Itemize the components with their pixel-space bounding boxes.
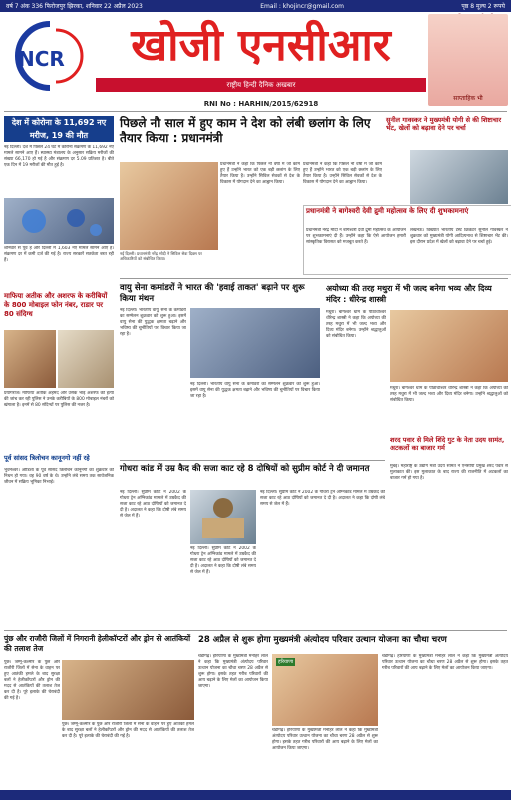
- price-info: पृष्ठ 8 मूल्य 2 रूपये: [461, 3, 505, 10]
- mahotsav-headline[interactable]: प्रधानमंत्री ने बागेश्वरी देवी द्रुमी महोत्सव के लिए दी शुभकामनाएं: [306, 207, 469, 215]
- top-info-bar: [0, 0, 511, 12]
- divider: [120, 278, 508, 279]
- airforce-headline[interactable]: वायु सेना कमांडरों ने भारत की 'हवाई ताकत' बढ़ाने पर शुरू किया मंथन: [120, 283, 305, 304]
- godhra-body-3: नई दिल्ली। सुप्रीम कोर्ट ने 2002 के गोधरा ट्रेन अग्निकांड मामले में उम्रकैद की सजा काट रहे आठ दोषियों को जमानत दे दी है। अदालत ने कहा कि दोषी लंबे समय से जेल में हैं।: [260, 490, 385, 507]
- airforce-body-2: नई दिल्ली। भारतीय वायु सेना के कमांडरों का सम्मेलन शुक्रवार को शुरू हुआ। इसमें वायु सेना की युद्धक क्षमता बढ़ाने और भविष्य की चुनौतियों पर विचार किया जा रहा है।: [190, 382, 320, 399]
- divider: [120, 460, 385, 461]
- issue-info: वर्ष 7 अंक 336 फिरोजपुर झिरका, शनिवार 22 अप्रैल 2023: [6, 3, 143, 10]
- poonch-photo: [62, 660, 194, 720]
- godhra-headline[interactable]: गोधरा कांड में उम्र कैद की सजा काट रहे 8 दोषियों को सुप्रीम कोर्ट ने दी जमानत: [120, 464, 370, 474]
- trilochan-body: भुवनेश्वर। ओडिशा के पूर्व सांसद त्रिलोचन कानूनगो का शुक्रवार को निधन हो गया। वह 90 वर्ष के थे। उन्होंने लंबे समय तक सार्वजनिक जीवन में सक्रिय भूमिका निभाई।: [4, 468, 114, 485]
- modi-photo: [120, 162, 218, 250]
- corona-body: नई दिल्ली। देश में पिछले 24 घंटे में कोरोना संक्रमण के 11,692 नए मामले सामने आए हैं। स्वास्थ्य मंत्रालय के अनुसार सक्रिय मरीजों की संख्या 66,170 हो गई है और संक्रमण दर 5.09 प्रतिशत है। बीते एक दिन में 19 मरीजों की मौत हुई है।: [4, 145, 114, 168]
- email-link[interactable]: Email : khojincr@gmail.com: [260, 2, 344, 10]
- virus-icon: [4, 198, 114, 244]
- tagline-band: राष्ट्रीय हिन्दी दैनिक अखबार: [96, 78, 426, 92]
- mafia-body: प्रयागराज। माफिया अतीक अहमद और उसके भाई अशरफ की हत्या की जांच कर रही पुलिस ने उनके करीबियों के 800 मोबाइल नंबरों को खंगाला है। इनमें से 80 संदिग्धों पर पुलिस की नजर है।: [4, 391, 114, 408]
- sunil-body: लखनऊ। विख्यात भारतीय टेस्ट क्रिकेटर सुनील गावस्कर ने शुक्रवार को मुख्यमंत्री योगी आदित्यनाथ से शिष्टाचार भेंट की। इस दौरान प्रदेश में खेलों को बढ़ावा देने पर चर्चा हुई।: [410, 228, 508, 245]
- yojana-caption: हरियाणा: [278, 659, 294, 665]
- ashraf-photo: [58, 330, 114, 388]
- modi-caption: नई दिल्ली। प्रधानमंत्री नरेंद्र मोदी ने सिविल सेवा दिवस पर अधिकारियों को संबोधित किया।: [120, 251, 202, 261]
- divider: [4, 630, 507, 631]
- corona-headline[interactable]: देश में कोरोना के 11,692 नए मरीज, 19 की मौत: [4, 116, 114, 142]
- sunil-headline[interactable]: सुनील गावस्कर ने मुख्यमंत्री योगी से की शिष्टाचार भेंट, खेलों को बढ़ावा देने पर चर्चा: [386, 116, 502, 132]
- corona-body-2: शनिवार से पूर्व हैं और दिल्ली में 1,603 नए मामले सामने आए हैं। संक्रमण दर में कमी दर्ज की गई है। राज्य सरकारें सतर्कता बरत रही हैं।: [4, 246, 114, 263]
- modi-body-2: प्रधानमंत्री ने कहा कि पिछले नौ वर्षों में जो काम हुए हैं उन्होंने भारत को एक बड़ी छलांग के लिए तैयार किया है। उन्होंने सिविल सेवकों से देश के विकास में योगदान देने का आह्वान किया।: [303, 162, 382, 185]
- yojana-headline[interactable]: 28 अप्रैल से शुरू होगा मुख्यमंत्री अंत्योदय परिवार उत्थान योजना का चौथा चरण: [198, 635, 447, 645]
- modi-body: प्रधानमंत्री ने कहा कि पिछले नौ वर्षों में जो काम हुए हैं उन्होंने भारत को एक बड़ी छलांग के लिए तैयार किया है। उन्होंने सिविल सेवकों से देश के विकास में योगदान देने का आह्वान किया।: [220, 162, 300, 185]
- yojana-body-3: चंडीगढ़। हरियाणा के मुख्यमंत्री मनोहर लाल ने कहा कि मुख्यमंत्री अंत्योदय परिवार उत्थान योजना का चौथा चरण 28 अप्रैल से शुरू होगा। इसके तहत गरीब परिवारों की आय बढ़ाने के लिए मेलों का आयोजन किया जाएगा।: [382, 654, 508, 671]
- airforce-meeting-photo: [190, 308, 320, 378]
- ayodhya-body: मथुरा। बागेश्वर धाम के पीठाधीश्वर धीरेन्द्र शास्त्री ने कहा कि अयोध्या की तरह मथुरा में भी जल्द भव्य और दिव्य मंदिर बनेगा। उन्होंने श्रद्धालुओं को संबोधित किया।: [326, 310, 386, 339]
- footer-bar: [0, 790, 511, 800]
- ad-portrait: [428, 14, 508, 106]
- airforce-body: नई दिल्ली। भारतीय वायु सेना के कमांडरों का सम्मेलन शुक्रवार को शुरू हुआ। इसमें वायु सेना की युद्धक क्षमता बढ़ाने और भविष्य की चुनौतियों पर विचार किया जा रहा है।: [120, 308, 186, 337]
- court-icon: [190, 490, 256, 544]
- modi-headline[interactable]: पिछले नौ साल में हुए काम ने देश को लंबी छलांग के लिए तैयार किया : प्रधानमंत्री: [120, 116, 371, 145]
- godhra-body-2: नई दिल्ली। सुप्रीम कोर्ट ने 2002 के गोधरा ट्रेन अग्निकांड मामले में उम्रकैद की सजा काट रहे आठ दोषियों को जमानत दे दी है। अदालत ने कहा कि दोषी लंबे समय से जेल में हैं।: [190, 546, 256, 575]
- mahotsav-body: प्रधानमंत्री नरेंद्र मोदी ने बागेश्वरी देवी द्रुमी महोत्सव के आयोजन पर शुभकामनाएं दी हैं। उन्होंने कहा कि ऐसे आयोजन हमारी सांस्कृतिक विरासत को मजबूत करते हैं।: [306, 228, 406, 245]
- mafia-headline[interactable]: माफिया अतीक और अशरफ के करीबियों के 800 मोबाइल फोन नंबर, राडार पर 80 संदिग्ध: [4, 292, 108, 318]
- newspaper-title: खोजी एनसीआर: [131, 20, 391, 71]
- sharad-body: मुंबई। महाराष्ट्र के उद्योग मंत्री उदय सामंत ने एनसीपी प्रमुख शरद पवार से मुलाकात की। इस मुलाकात के बाद राज्य की राजनीति में अटकलों का बाजार गर्म हो गया है।: [390, 464, 508, 481]
- shastri-photo: [390, 310, 508, 382]
- logo-text: NCR: [18, 47, 65, 71]
- trilochan-headline[interactable]: पूर्व सांसद त्रिलोचन कानूनगो नहीं रहे: [4, 454, 90, 462]
- ayodhya-headline[interactable]: अयोध्या की तरह मथुरा में भी जल्द बनेगा भव्य और दिव्य मंदिर : धीरेन्द्र शास्त्री: [326, 284, 492, 304]
- poonch-body-2: पुंछ। जम्मू-कश्मीर के पुंछ और राजौरी जिलों में सेना के वाहन पर हुए आतंकी हमले के बाद सुरक्षा बलों ने हेलीकॉप्टरों और ड्रोन की मदद से आतंकियों की तलाश तेज कर दी है। पूरे इलाके की घेराबंदी की गई है।: [62, 722, 194, 739]
- ad-note: साप्ताहिक भी: [453, 95, 483, 102]
- supreme-court-photo: [190, 490, 256, 544]
- ncr-logo: [4, 20, 96, 92]
- atiq-photo: [4, 330, 56, 388]
- godhra-body: नई दिल्ली। सुप्रीम कोर्ट ने 2002 के गोधरा ट्रेन अग्निकांड मामले में उम्रकैद की सजा काट रहे आठ दोषियों को जमानत दे दी है। अदालत ने कहा कि दोषी लंबे समय से जेल में हैं।: [120, 490, 186, 519]
- virus-image: [4, 198, 114, 244]
- sunil-photo: [410, 150, 508, 204]
- rni-number: RNI No : HARHIN/2015/62918: [203, 100, 319, 108]
- ncr-logo-icon: [4, 20, 96, 92]
- poonch-headline[interactable]: पुंछ और राजौरी जिलों में निगरानी हेलीकॉप्टरों और ड्रोन से आतंकियों की तलाश तेज: [4, 634, 191, 653]
- ayodhya-body-2: मथुरा। बागेश्वर धाम के पीठाधीश्वर धीरेन्द्र शास्त्री ने कहा कि अयोध्या की तरह मथुरा में भी जल्द भव्य और दिव्य मंदिर बनेगा। उन्होंने श्रद्धालुओं को संबोधित किया।: [390, 386, 508, 403]
- yojana-body-2: चंडीगढ़। हरियाणा के मुख्यमंत्री मनोहर लाल ने कहा कि मुख्यमंत्री अंत्योदय परिवार उत्थान योजना का चौथा चरण 28 अप्रैल से शुरू होगा। इसके तहत गरीब परिवारों की आय बढ़ाने के लिए मेलों का आयोजन किया जाएगा।: [272, 728, 378, 751]
- divider: [4, 111, 507, 112]
- yojana-body: चंडीगढ़। हरियाणा के मुख्यमंत्री मनोहर लाल ने कहा कि मुख्यमंत्री अंत्योदय परिवार उत्थान योजना का चौथा चरण 28 अप्रैल से शुरू होगा। इसके तहत गरीब परिवारों की आय बढ़ाने के लिए मेलों का आयोजन किया जाएगा।: [198, 654, 268, 689]
- poonch-body: पुंछ। जम्मू-कश्मीर के पुंछ और राजौरी जिलों में सेना के वाहन पर हुए आतंकी हमले के बाद सुरक्षा बलों ने हेलीकॉप्टरों और ड्रोन की मदद से आतंकियों की तलाश तेज कर दी है। पूरे इलाके की घेराबंदी की गई है।: [4, 660, 60, 701]
- sharad-headline[interactable]: शरद पवार से मिले शिंदे गुट के नेता उदय सामंत, अटकलों का बाजार गर्म: [390, 436, 505, 452]
- cm-photo: [272, 654, 378, 726]
